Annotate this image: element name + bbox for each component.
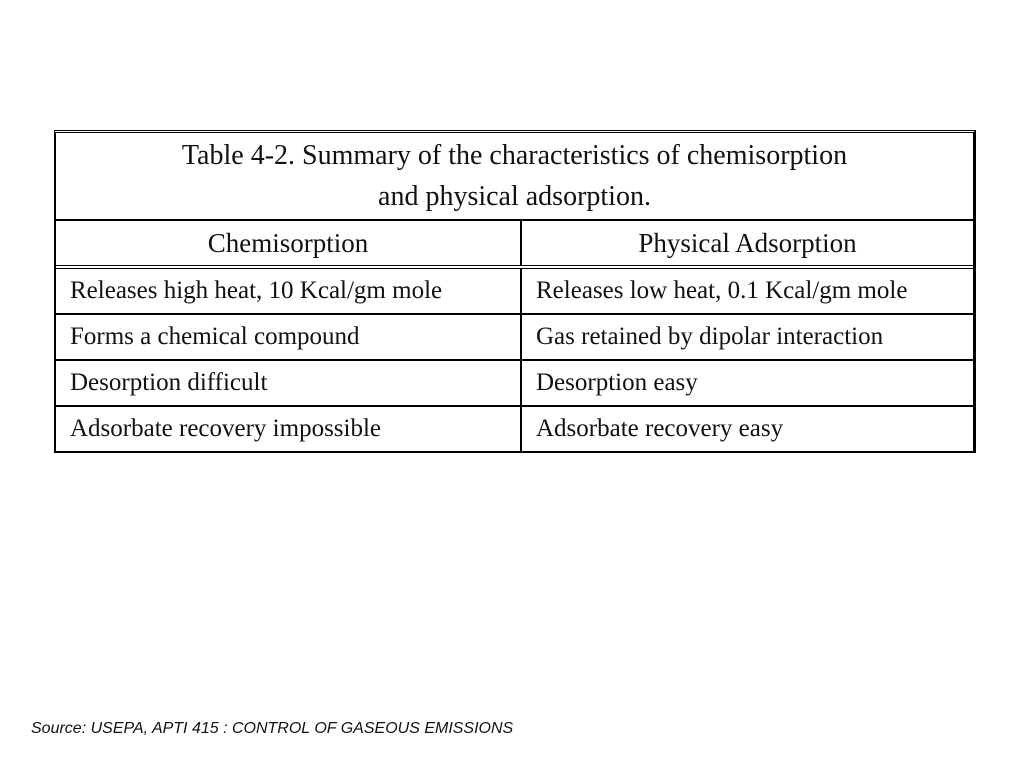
- table-caption-line-2: and physical adsorption.: [378, 181, 651, 212]
- table-caption-line-1: Table 4-2. Summary of the characteristics of chemisorption: [181, 140, 848, 171]
- table-caption: [56, 133, 973, 221]
- table-row: [56, 406, 973, 452]
- table-cell: Desorption easy: [521, 360, 973, 406]
- table-header-row: [56, 221, 973, 267]
- characteristics-table: [56, 221, 973, 453]
- table-cell: Gas retained by dipolar interaction: [521, 314, 973, 360]
- table-cell: Adsorbate recovery easy: [521, 406, 973, 452]
- column-header-physical-adsorption: Physical Adsorption: [521, 221, 973, 267]
- table-row: [56, 360, 973, 406]
- source-citation: Source: USEPA, APTI 415 : CONTROL OF GASEOUS EMISSIONS: [31, 720, 514, 737]
- table-cell: Releases high heat, 10 Kcal/gm mole: [56, 267, 521, 314]
- table-cell: Releases low heat, 0.1 Kcal/gm mole: [521, 267, 973, 314]
- table-cell: Desorption difficult: [56, 360, 521, 406]
- comparison-table: [54, 130, 976, 453]
- table-row: [56, 267, 973, 314]
- column-header-chemisorption: Chemisorption: [56, 221, 521, 267]
- table-cell: Adsorbate recovery impossible: [56, 406, 521, 452]
- table-row: [56, 314, 973, 360]
- table-cell: Forms a chemical compound: [56, 314, 521, 360]
